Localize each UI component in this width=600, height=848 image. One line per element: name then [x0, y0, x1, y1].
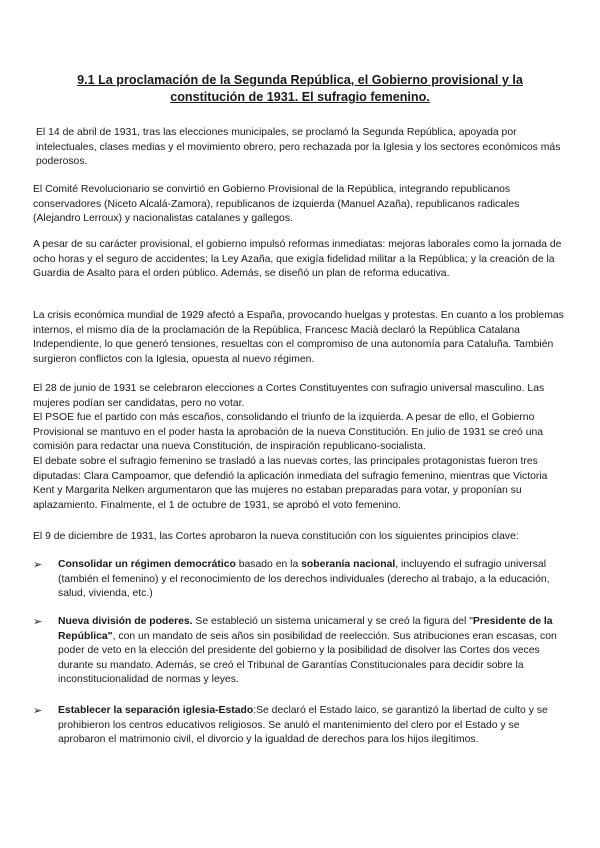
bullet-span: basado en la: [235, 559, 302, 570]
arrow-bullet-icon: ➢: [33, 705, 43, 717]
bullet-text: [58, 704, 568, 748]
arrow-bullet-icon: ➢: [33, 616, 43, 628]
bullet-span: , con un mandato de seis años sin posibilidad de reelección. Sus atribuciones eran escasas, con poder de veto en la elección del presidente del gobierno y la posibilidad de disolver las Cortes dos veces durante su mandato. Además, se creó el Tribunal de Garantías Constitucionales para decidir sobre la inconstitucionalidad de normas y leyes.: [58, 630, 557, 686]
paragraph-reforms: A pesar de su carácter provisional, el gobierno impulsó reformas inmediatas: mejoras laborales como la jornada de ocho horas y el seguro de accidentes; la Ley Azaña, que exigía fidelidad militar a la República; y la creación de la Guardia de Asalto para el orden público. Además, se diseñó un plan de reforma educativa.: [33, 239, 562, 280]
paragraph-crisis: La crisis económica mundial de 1929 afectó a España, provocando huelgas y protestas. En cuanto a los problemas internos, el mismo día de la proclamación de la República, Francesc Macià declaró la República Catalana Independiente, lo que generó tensiones, resueltas con el compromiso de una autonomía para Cataluña. También surgieron conflictos con la Iglesia, opuesta al nuevo régimen.: [33, 310, 564, 365]
bullet-strong: Presidente de la República": [58, 616, 553, 642]
paragraph-elections-block: [33, 382, 569, 513]
bullet-span: , incluyendo el sufragio universal (también el femenino) y el reconocimiento de los derechos individuales (derecho al trabajo, a la educación, salud, vivienda, etc.): [58, 559, 550, 600]
bullet-text: [58, 615, 568, 688]
bullet-text: [58, 558, 568, 602]
paragraph-elections: El 28 de junio de 1931 se celebraron elecciones a Cortes Constituyentes con sufragio universal masculino. Las mujeres podían ser candidatas, pero no votar.: [33, 383, 545, 409]
bullet-span: :Se declaró el Estado laico, se garantizó la libertad de culto y se prohibieron los centros educativos religiosos. Se anuló el mantenimiento del clero por el Estado y se aprobaron el matrimonio civil, el divorcio y la igualdad de derechos para los hijos ilegítimos.: [58, 705, 548, 746]
paragraph-constitution-intro: El 9 de diciembre de 1931, las Cortes aprobaron la nueva constitución con los siguientes principios clave:: [33, 531, 519, 542]
bullet-strong: soberanía nacional: [301, 559, 396, 570]
paragraph-psoe: El PSOE fue el partido con más escaños, consolidando el triunfo de la izquierda. A pesar de ello, el Gobierno Provisional se mantuvo en el poder hasta la aprobación de la nueva Constitución. En julio de 1931 se creó una comisión para redactar una nueva Constitución, de inspiración republicano-socialista.: [33, 412, 544, 453]
bullet-strong: Establecer la separación iglesia-Estado: [58, 705, 254, 716]
paragraph-provisional-government: El Comité Revolucionario se convirtió en Gobierno Provisional de la República, integrando republicanos conservadores (Niceto Alcalá-Zamora), republicanos de izquierda (Manuel Azaña), republicanos radicales (Alejandro Lerroux) y nacionalistas catalanes y gallegos.: [33, 184, 520, 225]
bullet-strong: Consolidar un régimen democrático: [58, 559, 236, 570]
arrow-bullet-icon: ➢: [33, 559, 43, 571]
bullet-strong: Nueva división de poderes.: [58, 616, 193, 627]
document-title: 9.1 La proclamación de la Segunda República, el Gobierno provisional y la constitución de 1931. El sufragio femenino.: [77, 73, 523, 104]
paragraph-proclamation: El 14 de abril de 1931, tras las elecciones municipales, se proclamó la Segunda República, apoyada por intelectuales, clases medias y el movimiento obrero, pero rechazada por la Iglesia y los sectores económicos más poderosos.: [36, 127, 561, 168]
bullet-span: Se estableció un sistema unicameral y se creó la figura del ": [192, 616, 473, 627]
paragraph-female-suffrage: El debate sobre el sufragio femenino se trasladó a las nuevas cortes, las principales protagonistas fueron tres diputadas: Clara Campoamor, que defendió la aplicación inmediata del sufragio femenino, mientras que Victoria Kent y Margarita Nelken argumentaron que las mujeres no estaban preparadas para votar, y proponían su aplazamiento. Finalmente, el 1 de octubre de 1931, se aprobó el voto femenino.: [33, 455, 548, 511]
